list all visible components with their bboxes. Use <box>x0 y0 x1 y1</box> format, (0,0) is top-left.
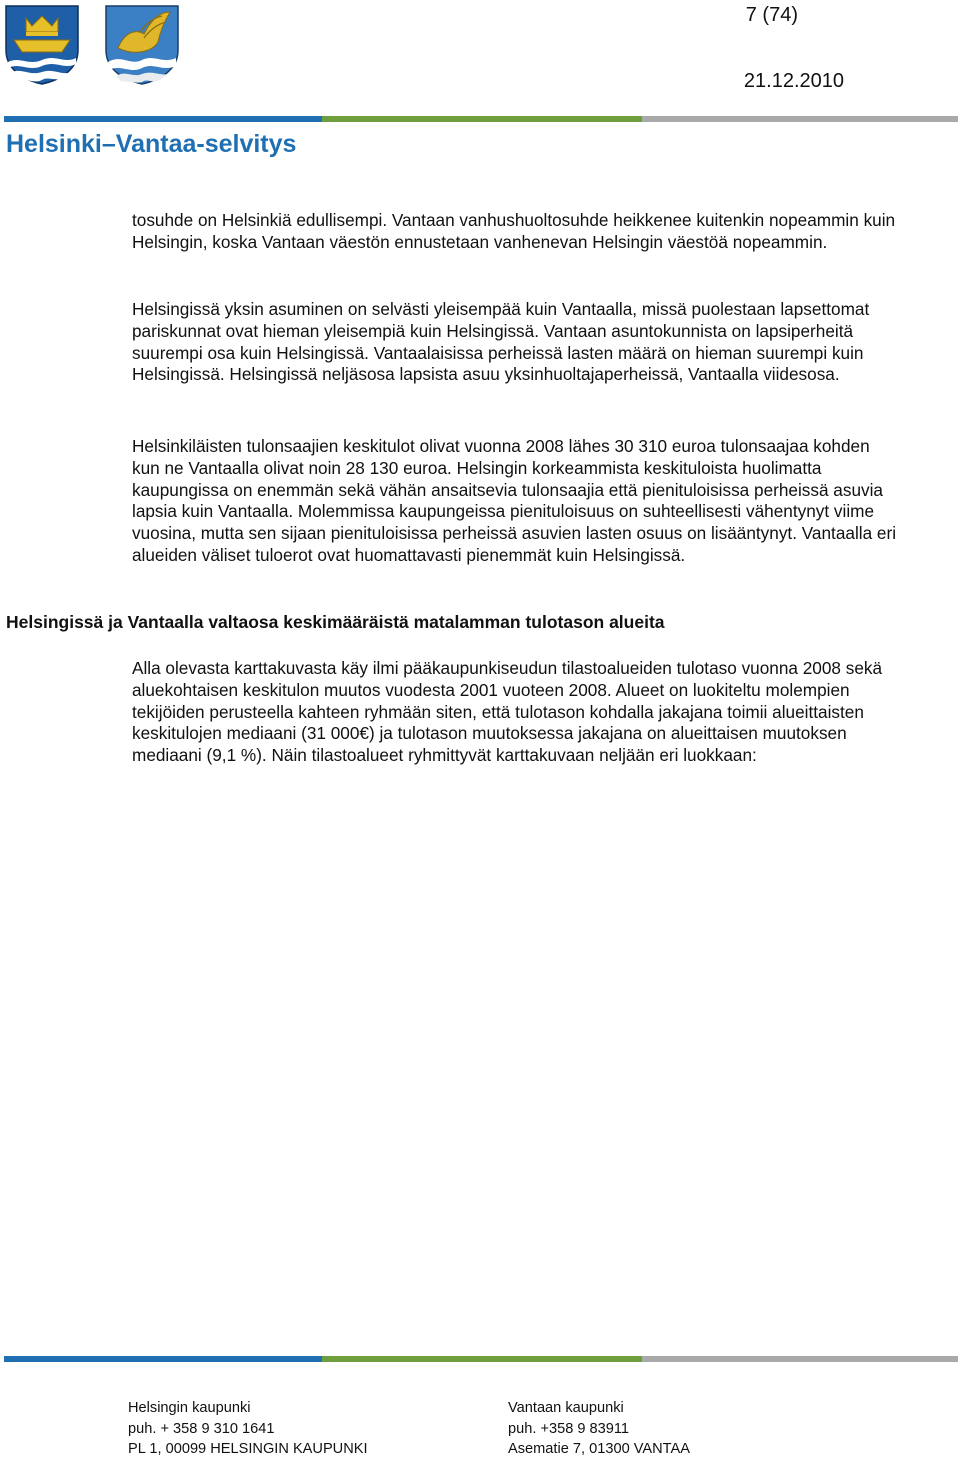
footer-vantaa-contact <box>508 1398 690 1460</box>
body-paragraph: Helsinkiläisten tulonsaajien keskitulot olivat vuonna 2008 lähes 30 310 euroa tulonsaajaa kohden kun ne Vantaalla olivat noin 28 130 euroa. Helsingin korkeammista keskituloista huolimatta kaupungissa on enemmän sekä vähän ansaitsevia tulonsaajia että pienituloisissa perheissä asuvia lapsia kuin Vantaalla. Molemmissa kaupungeissa pienituloisuus on suhteellisesti vähentynyt viime vuosina, mutta sen sijaan pienituloisissa perheissä asuvien lasten osuus on lisääntynyt. Vantaalla eri alueiden väliset tuloerot ovat huomattavasti pienemmät kuin Helsingissä. <box>132 436 897 565</box>
helsinki-coat-of-arms-logo <box>4 4 80 86</box>
footer-org-name: Helsingin kaupunki <box>128 1400 251 1416</box>
footer-divider <box>4 1356 958 1362</box>
footer-org-name: Vantaan kaupunki <box>508 1400 624 1416</box>
body-paragraph: Helsingissä yksin asuminen on selvästi yleisempää kuin Vantaalla, missä puolestaan lapsettomat pariskunnat ovat hieman yleisempiä kuin Helsingissä. Vantaan asuntokunnista on lapsiperheitä suurempi osa kuin Helsingissä. Vantaalaisissa perheissä lasten määrä on hieman suurempi kuin Helsingissä. Helsingissä neljäsosa lapsista asuu yksinhuoltajaperheissä, Vantaalla viidesosa. <box>132 299 870 385</box>
divider-blue-segment <box>4 1356 322 1362</box>
footer-address: Asematie 7, 01300 VANTAA <box>508 1441 690 1457</box>
footer-address: PL 1, 00099 HELSINGIN KAUPUNKI <box>128 1441 368 1457</box>
footer-phone: puh. +358 9 83911 <box>508 1420 630 1437</box>
vantaa-coat-of-arms-logo <box>104 4 180 86</box>
document-title: Helsinki–Vantaa-selvitys <box>6 130 297 158</box>
header-divider <box>4 116 958 122</box>
body-paragraph: Alla olevasta karttakuvasta käy ilmi pääkaupunkiseudun tilastoalueiden tulotaso vuonna 2008 sekä aluekohtaisen keskitulon muutos vuodesta 2001 vuoteen 2008. Alueet on luokiteltu molempien tekijöiden perusteella kahteen ryhmään siten, että tulotason kohdalla jakajana toimii alueittaisten keskitulojen mediaani (31 000€) ja tulotason muutoksessa jakajana on alueittaisen muutoksen mediaani (9,1 %). Näin tilastoalueet ryhmittyvät karttakuvaan neljään eri luokkaan: <box>132 658 883 766</box>
body-paragraph: tosuhde on Helsinkiä edullisempi. Vantaan vanhushuoltosuhde heikkenee kuitenkin nopeammin kuin Helsingin, koska Vantaan väestön ennustetaan vanhenevan Helsingin väestöä nopeammin. <box>132 210 896 252</box>
page-number: 7 (74) <box>745 4 798 26</box>
document-date: 21.12.2010 <box>743 70 844 92</box>
divider-green-segment <box>322 1356 642 1362</box>
divider-gray-segment <box>642 116 958 122</box>
footer-helsinki-contact <box>128 1398 368 1460</box>
divider-green-segment <box>322 116 642 122</box>
section-heading: Helsingissä ja Vantaalla valtaosa keskimääräistä matalamman tulotason alueita <box>6 612 665 632</box>
divider-gray-segment <box>642 1356 958 1362</box>
footer-phone: puh. + 358 9 310 1641 <box>128 1420 275 1437</box>
divider-blue-segment <box>4 116 322 122</box>
